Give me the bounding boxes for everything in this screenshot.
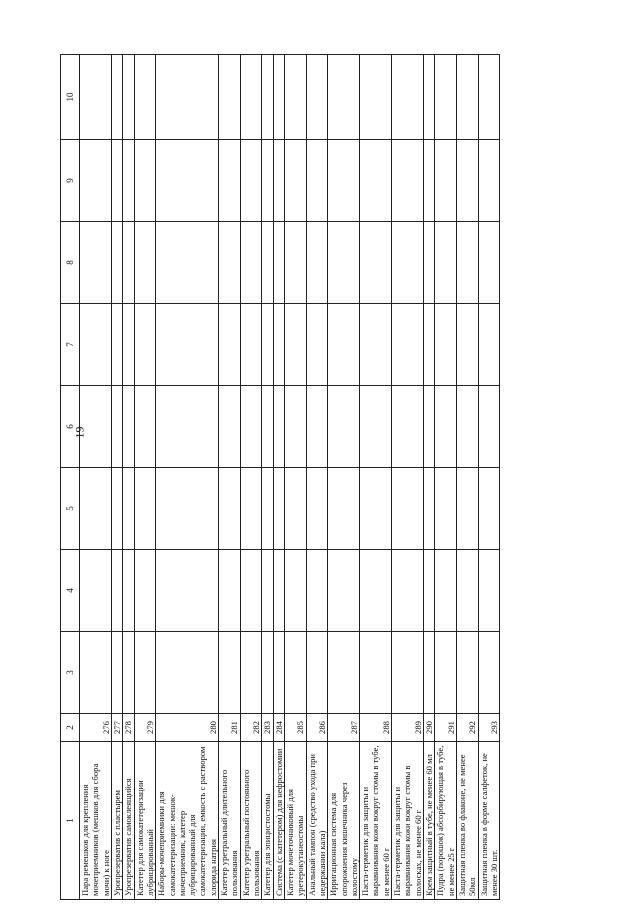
empty-cell: [478, 386, 500, 468]
item-name: Защитная пленка во флаконе, не менее 50мл: [456, 742, 478, 900]
empty-cell: [328, 468, 360, 550]
empty-cell: [478, 55, 500, 140]
item-name: Ирригационная система для опорожнения кишечника через колостому: [328, 742, 360, 900]
item-code: 276: [80, 714, 112, 742]
empty-cell: [219, 632, 241, 714]
item-code: 281: [219, 714, 241, 742]
empty-cell: [328, 386, 360, 468]
item-code: 292: [456, 714, 478, 742]
empty-cell: [360, 632, 392, 714]
empty-cell: [80, 55, 112, 140]
empty-cell: [262, 468, 273, 550]
empty-cell: [240, 386, 262, 468]
empty-cell: [306, 55, 328, 140]
empty-cell: [123, 550, 134, 632]
empty-cell: [273, 55, 284, 140]
empty-cell: [156, 550, 219, 632]
empty-cell: [240, 140, 262, 222]
empty-cell: [111, 55, 122, 140]
empty-cell: [134, 550, 156, 632]
table-row: [134, 55, 156, 900]
item-name: Система (с катетером) для нефростомии: [273, 742, 284, 900]
empty-cell: [80, 468, 112, 550]
table-row: [123, 55, 134, 900]
empty-cell: [360, 386, 392, 468]
empty-cell: [328, 140, 360, 222]
empty-cell: [456, 55, 478, 140]
empty-cell: [219, 550, 241, 632]
table-row: [262, 55, 273, 900]
empty-cell: [262, 140, 273, 222]
empty-cell: [424, 632, 435, 714]
empty-cell: [456, 140, 478, 222]
empty-cell: [111, 468, 122, 550]
item-name: Катетер для эпицистостомы: [262, 742, 273, 900]
rotated-table-container: [60, 55, 579, 900]
empty-cell: [273, 550, 284, 632]
empty-cell: [392, 550, 424, 632]
table-row: [360, 55, 392, 900]
empty-cell: [134, 386, 156, 468]
empty-cell: [273, 304, 284, 386]
empty-cell: [134, 304, 156, 386]
item-name: Защитная пленка в форме салфеток, не менее 30 шт.: [478, 742, 500, 900]
item-code: 290: [424, 714, 435, 742]
page-number: 19: [72, 426, 87, 439]
table-row: [456, 55, 478, 900]
empty-cell: [111, 550, 122, 632]
empty-cell: [392, 304, 424, 386]
empty-cell: [306, 386, 328, 468]
empty-cell: [360, 222, 392, 304]
empty-cell: [306, 468, 328, 550]
empty-cell: [435, 304, 457, 386]
empty-cell: [240, 632, 262, 714]
empty-cell: [219, 222, 241, 304]
empty-cell: [156, 632, 219, 714]
empty-cell: [123, 468, 134, 550]
empty-cell: [424, 55, 435, 140]
table-row: [328, 55, 360, 900]
empty-cell: [80, 140, 112, 222]
empty-cell: [156, 222, 219, 304]
item-name: Паста-герметик для защиты и выравнивания кожи вокруг стомы в полосках, не менее 60 г: [392, 742, 424, 900]
empty-cell: [111, 140, 122, 222]
column-header: 1: [61, 742, 80, 900]
empty-cell: [80, 304, 112, 386]
empty-cell: [134, 140, 156, 222]
item-name: Наборы-мочеприемники для самокатетеризации: мешок-мочеприемник, катетер лубрицированный для самокатетеризации, емкость с раствором хлорида натрия: [156, 742, 219, 900]
table-row: [240, 55, 262, 900]
empty-cell: [284, 550, 306, 632]
empty-cell: [456, 304, 478, 386]
item-name: Катетер уретральный постоянного пользования: [240, 742, 262, 900]
item-name: Уропрезерватив с пластырем: [111, 742, 122, 900]
column-header: 8: [61, 222, 80, 304]
item-code: 293: [478, 714, 500, 742]
empty-cell: [80, 632, 112, 714]
table-row: [435, 55, 457, 900]
empty-cell: [424, 386, 435, 468]
empty-cell: [273, 632, 284, 714]
empty-cell: [219, 55, 241, 140]
empty-cell: [392, 468, 424, 550]
empty-cell: [478, 468, 500, 550]
empty-cell: [80, 222, 112, 304]
item-code: 285: [284, 714, 306, 742]
column-header: 5: [61, 468, 80, 550]
empty-cell: [435, 386, 457, 468]
empty-cell: [262, 386, 273, 468]
empty-cell: [123, 140, 134, 222]
empty-cell: [262, 304, 273, 386]
empty-cell: [424, 140, 435, 222]
column-header: 4: [61, 550, 80, 632]
empty-cell: [240, 468, 262, 550]
column-header: 6: [61, 386, 80, 468]
empty-cell: [456, 386, 478, 468]
empty-cell: [435, 140, 457, 222]
empty-cell: [240, 304, 262, 386]
empty-cell: [306, 550, 328, 632]
item-code: 287: [328, 714, 360, 742]
empty-cell: [328, 632, 360, 714]
item-code: 279: [134, 714, 156, 742]
empty-cell: [306, 140, 328, 222]
item-code: 289: [392, 714, 424, 742]
empty-cell: [219, 468, 241, 550]
empty-cell: [134, 55, 156, 140]
empty-cell: [111, 632, 122, 714]
empty-cell: [123, 386, 134, 468]
item-name: Пара ремешков для крепления мочеприемников (мешков для сбора мочи) к ноге: [80, 742, 112, 900]
empty-cell: [134, 468, 156, 550]
empty-cell: [360, 468, 392, 550]
empty-cell: [435, 632, 457, 714]
empty-cell: [123, 632, 134, 714]
header-row: [61, 55, 80, 900]
empty-cell: [435, 222, 457, 304]
item-code: 284: [273, 714, 284, 742]
empty-cell: [111, 304, 122, 386]
empty-cell: [219, 140, 241, 222]
empty-cell: [284, 386, 306, 468]
empty-cell: [392, 140, 424, 222]
column-header: 7: [61, 304, 80, 386]
column-header: 9: [61, 140, 80, 222]
empty-cell: [156, 140, 219, 222]
empty-cell: [156, 304, 219, 386]
item-code: 277: [111, 714, 122, 742]
empty-cell: [392, 55, 424, 140]
item-code: 278: [123, 714, 134, 742]
table-row: [273, 55, 284, 900]
empty-cell: [328, 55, 360, 140]
column-header: 2: [61, 714, 80, 742]
empty-cell: [478, 140, 500, 222]
empty-cell: [284, 304, 306, 386]
empty-cell: [456, 632, 478, 714]
item-code: 283: [262, 714, 273, 742]
empty-cell: [435, 550, 457, 632]
empty-cell: [435, 468, 457, 550]
item-code: 288: [360, 714, 392, 742]
item-name: Катетер для самокатетеризации лубрицированный: [134, 742, 156, 900]
empty-cell: [273, 386, 284, 468]
item-name: Катетер уретральный длительного пользования: [219, 742, 241, 900]
table-row: [156, 55, 219, 900]
empty-cell: [262, 550, 273, 632]
empty-cell: [284, 632, 306, 714]
table-row: [306, 55, 328, 900]
item-code: 291: [435, 714, 457, 742]
empty-cell: [111, 222, 122, 304]
empty-cell: [262, 222, 273, 304]
empty-cell: [424, 468, 435, 550]
empty-cell: [478, 222, 500, 304]
empty-cell: [262, 55, 273, 140]
empty-cell: [219, 386, 241, 468]
empty-cell: [262, 632, 273, 714]
item-code: 280: [156, 714, 219, 742]
table-row: [219, 55, 241, 900]
empty-cell: [156, 55, 219, 140]
empty-cell: [306, 222, 328, 304]
table-row: [111, 55, 122, 900]
empty-cell: [360, 55, 392, 140]
empty-cell: [156, 468, 219, 550]
empty-cell: [424, 550, 435, 632]
empty-cell: [306, 304, 328, 386]
empty-cell: [478, 550, 500, 632]
item-code: 282: [240, 714, 262, 742]
empty-cell: [478, 632, 500, 714]
empty-cell: [478, 304, 500, 386]
item-name: Паста-герметик для защиты и выравнивания кожи вокруг стомы в тубе, не менее 60 г: [360, 742, 392, 900]
empty-cell: [240, 55, 262, 140]
empty-cell: [134, 632, 156, 714]
empty-cell: [306, 632, 328, 714]
column-header: 10: [61, 55, 80, 140]
table-row: [424, 55, 435, 900]
empty-cell: [156, 386, 219, 468]
empty-cell: [123, 222, 134, 304]
empty-cell: [219, 304, 241, 386]
column-header: 3: [61, 632, 80, 714]
table-row: [284, 55, 306, 900]
empty-cell: [111, 386, 122, 468]
medical-supplies-table: [60, 54, 500, 900]
empty-cell: [328, 222, 360, 304]
empty-cell: [424, 222, 435, 304]
empty-cell: [456, 468, 478, 550]
empty-cell: [80, 386, 112, 468]
table-row: [478, 55, 500, 900]
empty-cell: [240, 222, 262, 304]
empty-cell: [273, 468, 284, 550]
empty-cell: [392, 632, 424, 714]
empty-cell: [328, 550, 360, 632]
item-name: Катетер мочеточниковый для уретерокутанеостомы: [284, 742, 306, 900]
empty-cell: [80, 550, 112, 632]
item-name: Уропрезерватив самоклеящийся: [123, 742, 134, 900]
empty-cell: [392, 386, 424, 468]
empty-cell: [123, 304, 134, 386]
table-row: [80, 55, 112, 900]
empty-cell: [273, 222, 284, 304]
empty-cell: [360, 550, 392, 632]
empty-cell: [360, 140, 392, 222]
item-code: 286: [306, 714, 328, 742]
empty-cell: [240, 550, 262, 632]
table-row: [392, 55, 424, 900]
empty-cell: [328, 304, 360, 386]
empty-cell: [284, 140, 306, 222]
empty-cell: [424, 304, 435, 386]
empty-cell: [456, 222, 478, 304]
empty-cell: [435, 55, 457, 140]
empty-cell: [360, 304, 392, 386]
empty-cell: [456, 550, 478, 632]
item-name: Анальный тампон (средство ухода при недержании кала): [306, 742, 328, 900]
item-name: Крем защитный в тубе, не менее 60 мл: [424, 742, 435, 900]
empty-cell: [392, 222, 424, 304]
empty-cell: [273, 140, 284, 222]
item-name: Пудра (порошок) абсорбирующая в тубе, не менее 25 г: [435, 742, 457, 900]
empty-cell: [134, 222, 156, 304]
empty-cell: [284, 55, 306, 140]
empty-cell: [123, 55, 134, 140]
empty-cell: [284, 468, 306, 550]
empty-cell: [284, 222, 306, 304]
